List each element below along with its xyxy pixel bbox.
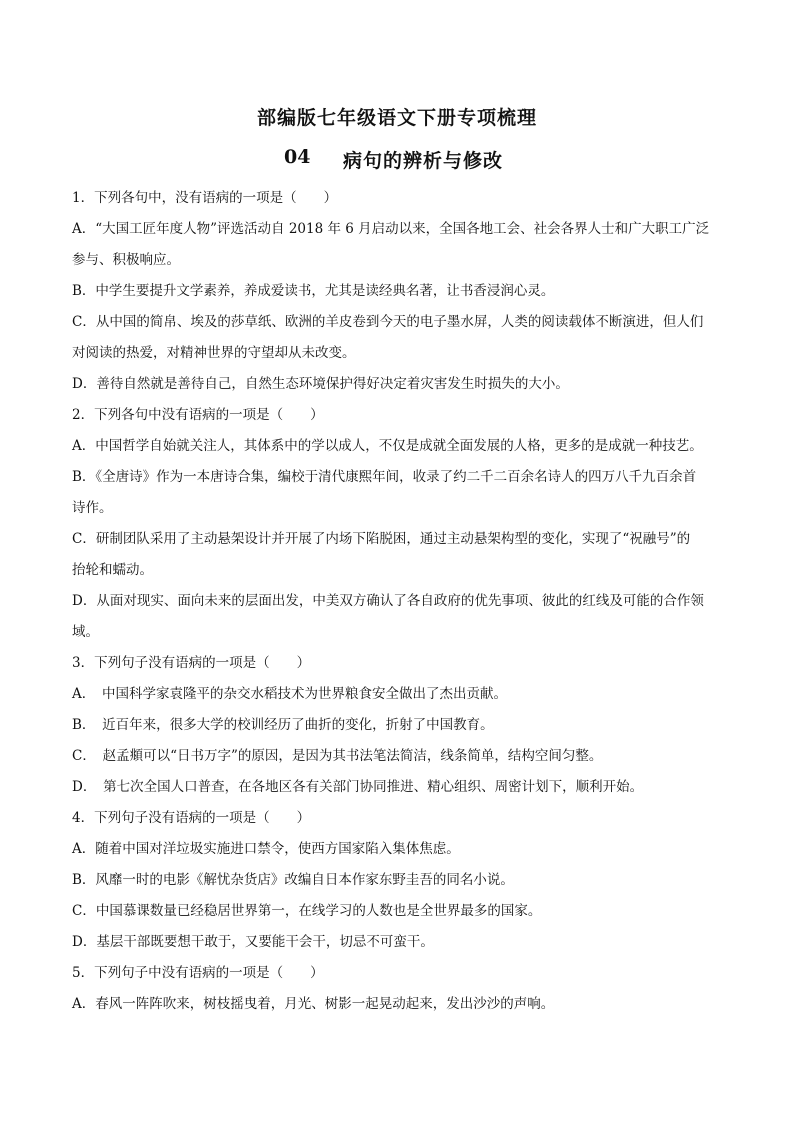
text-line: 3．下列句子没有语病的一项是（ ） [72, 655, 311, 671]
text-line: B．中学生要提升文学素养，养成爱读书，尤其是读经典名著，让书香浸润心灵。 [72, 283, 555, 299]
document-subtitle [0, 146, 794, 174]
text-line: C．研制团队采用了主动悬架设计并开展了内场下陷脱困，通过主动悬架构型的变化，实现了“祝融号”的 [72, 531, 691, 547]
text-line: C． 赵孟頫可以“日书万字”的原因，是因为其书法笔法简洁，线条简单，结构空间匀整。 [72, 748, 603, 764]
text-line: D． 第七次全国人口普查，在各地区各有关部门协同推进、精心组织、周密计划下，顺利开始。 [72, 779, 644, 795]
text-line: 5．下列句子中没有语病的一项是（ ） [72, 965, 324, 981]
text-line: D．善待自然就是善待自己，自然生态环境保护得好决定着灾害发生时损失的大小。 [72, 376, 569, 392]
text-line: A．“大国工匠年度人物”评选活动自 2018 年 6 月启动以来，全国各地工会、社会各界人士和广大职工广泛 [72, 221, 710, 237]
question-list [72, 183, 732, 1020]
text-line: C．中国慕课数量已经稳居世界第一，在线学习的人数也是全世界最多的国家。 [72, 903, 542, 919]
text-line: D．从面对现实、面向未来的层面出发，中美双方确认了各自政府的优先事项、彼此的红线及可能的合作领 [72, 593, 704, 609]
subtitle-text: 病句的辨析与修改 [343, 150, 504, 172]
text-line: 对阅读的热爱，对精神世界的守望却从未改变。 [72, 345, 356, 361]
text-line: A．随着中国对洋垃圾实施进口禁令，使西方国家陷入集体焦虑。 [72, 841, 460, 857]
text-line: 4．下列句子没有语病的一项是（ ） [72, 810, 311, 826]
text-line: A．中国哲学自始就关注人，其体系中的学以成人，不仅是成就全面发展的人格，更多的是成就一种技艺。 [72, 438, 703, 454]
text-line: C．从中国的简帛、埃及的莎草纸、欧洲的羊皮卷到今天的电子墨水屏，人类的阅读载体不断演进，但人们 [72, 314, 704, 330]
text-line: B．风靡一时的电影《解忧杂货店》改编自日本作家东野圭吾的同名小说。 [72, 872, 514, 888]
text-line: B． 近百年来，很多大学的校训经历了曲折的变化，折射了中国教育。 [72, 717, 494, 733]
text-line: D．基层干部既要想干敢于，又要能干会干，切忌不可蛮干。 [72, 934, 434, 950]
text-line: A．春风一阵阵吹来，树枝摇曳着，月光、树影一起晃动起来，发出沙沙的声响。 [72, 996, 555, 1012]
text-line: 1．下列各句中，没有语病的一项是（ ） [72, 190, 338, 206]
document-title: 部编版七年级语文下册专项梳理 [256, 107, 537, 129]
subtitle-number: 04 [284, 146, 311, 168]
text-line: 参与、积极响应。 [72, 252, 180, 268]
text-line: 诗作。 [72, 500, 113, 516]
text-line: B．《全唐诗》作为一本唐诗合集，编校于清代康熙年间，收录了约二千二百余名诗人的四万八千九百余首 [72, 469, 697, 485]
text-line: 域。 [72, 624, 99, 640]
text-line: A． 中国科学家袁隆平的杂交水稻技术为世界粮食安全做出了杰出贡献。 [72, 686, 507, 702]
text-line: 2．下列各句中没有语病的一项是（ ） [72, 407, 324, 423]
text-line: 抬轮和蠕动。 [72, 562, 153, 578]
